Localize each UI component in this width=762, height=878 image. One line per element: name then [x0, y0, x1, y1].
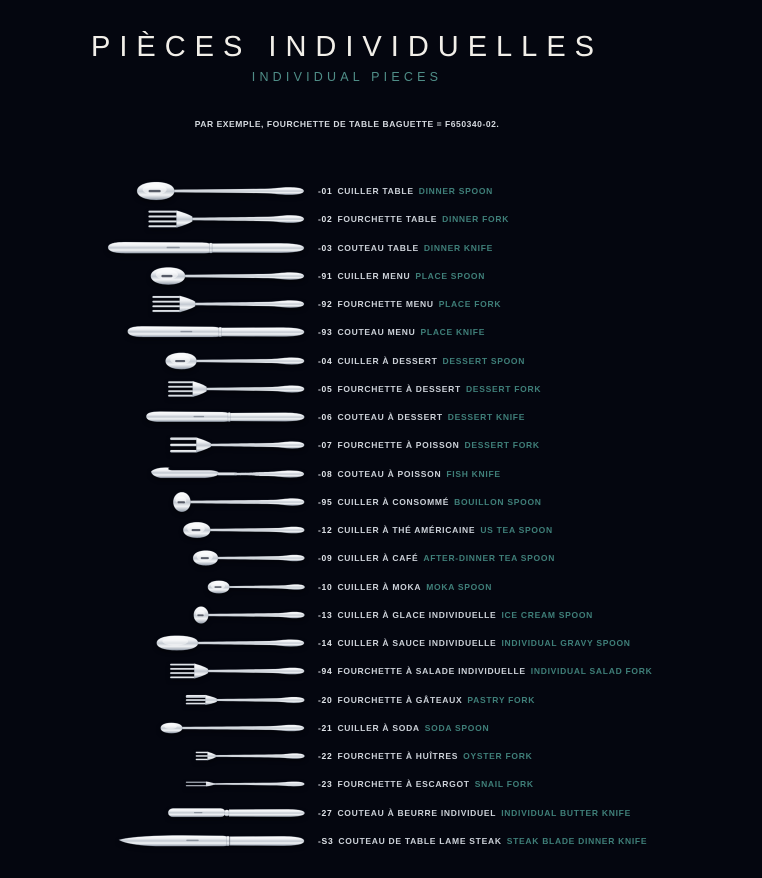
item-name-fr: CUILLER À CAFÉ [337, 553, 419, 564]
item-name-en: SNAIL FORK [474, 779, 534, 790]
dessert-spoon-icon [0, 347, 306, 375]
item-name-en: ICE CREAM SPOON [501, 609, 594, 620]
item-name-fr: CUILLER À SAUCE INDIVIDUELLE [337, 638, 497, 649]
item-name-fr: CUILLER MENU [337, 270, 411, 281]
list-item [0, 799, 762, 827]
item-code: -08 [318, 468, 333, 479]
tea-spoon-icon [0, 516, 306, 544]
item-code: -22 [318, 751, 333, 762]
steak-knife-icon [0, 827, 306, 855]
gravy-spoon-icon [0, 629, 306, 657]
item-name-fr: FOURCHETTE MENU [337, 299, 434, 310]
item-name-fr: FOURCHETTE À HUÎTRES [337, 751, 459, 762]
item-name-en: DESSERT SPOON [442, 355, 526, 366]
item-name-fr: FOURCHETTE À ESCARGOT [337, 779, 470, 790]
item-name-fr: COUTEAU À BEURRE INDIVIDUEL [337, 807, 497, 818]
item-name-fr: COUTEAU À DESSERT [337, 412, 443, 423]
list-item [0, 177, 762, 205]
item-name-fr: FOURCHETTE À GÂTEAUX [337, 694, 463, 705]
pastry-fork-icon [0, 686, 306, 714]
coffee-spoon-icon [0, 544, 306, 572]
oyster-fork-icon [0, 742, 306, 770]
item-name-en: DINNER KNIFE [423, 242, 493, 253]
salad-fork-icon [0, 657, 306, 685]
fish-fork-icon [0, 431, 306, 459]
item-name-fr: COUTEAU À POISSON [337, 468, 442, 479]
item-name-fr: CUILLER À GLACE INDIVIDUELLE [337, 609, 497, 620]
item-code: -12 [318, 525, 333, 536]
item-code: -05 [318, 383, 333, 394]
item-name-en: MOKA SPOON [426, 581, 493, 592]
dessert-knife-icon [0, 403, 306, 431]
item-name-en: FISH KNIFE [446, 468, 501, 479]
item-name-en: AFTER-DINNER TEA SPOON [423, 553, 556, 564]
item-code: -20 [318, 694, 333, 705]
list-item [0, 234, 762, 262]
item-name-en: DINNER SPOON [418, 186, 494, 197]
dinner-knife-icon [0, 234, 306, 262]
item-name-en: US TEA SPOON [480, 525, 553, 536]
place-spoon-icon [0, 262, 306, 290]
item-name-en: PASTRY FORK [467, 694, 536, 705]
item-name-en: PLACE KNIFE [420, 327, 486, 338]
list-item [0, 516, 762, 544]
dessert-fork-icon [0, 375, 306, 403]
item-name-en: SODA SPOON [424, 722, 490, 733]
item-name-en: PLACE SPOON [415, 270, 486, 281]
list-item [0, 827, 762, 855]
item-name-fr: CUILLER À DESSERT [337, 355, 438, 366]
item-name-fr: FOURCHETTE À SALADE INDIVIDUELLE [337, 666, 526, 677]
item-name-fr: COUTEAU TABLE [337, 242, 419, 253]
item-code: -14 [318, 638, 333, 649]
item-code: -21 [318, 722, 333, 733]
ice-cream-spoon-icon [0, 601, 306, 629]
item-name-fr: COUTEAU MENU [337, 327, 416, 338]
item-code: -93 [318, 327, 333, 338]
item-name-fr: FOURCHETTE À POISSON [337, 440, 460, 451]
page-title: PIÈCES INDIVIDUELLES [91, 31, 603, 63]
item-name-en: INDIVIDUAL GRAVY SPOON [501, 638, 631, 649]
item-code: -S3 [318, 835, 334, 846]
dinner-fork-icon [0, 205, 306, 233]
item-code: -03 [318, 242, 333, 253]
item-code: -94 [318, 666, 333, 677]
item-name-en: INDIVIDUAL BUTTER KNIFE [501, 807, 631, 818]
item-code: -92 [318, 299, 333, 310]
item-name-en: OYSTER FORK [463, 751, 533, 762]
list-item [0, 347, 762, 375]
item-code: -10 [318, 581, 333, 592]
item-name-en: DESSERT FORK [465, 383, 542, 394]
moka-spoon-icon [0, 573, 306, 601]
butter-knife-icon [0, 799, 306, 827]
list-item [0, 431, 762, 459]
list-item [0, 686, 762, 714]
list-item [0, 657, 762, 685]
item-name-fr: CUILLER À THÉ AMÉRICAINE [337, 525, 476, 536]
snail-fork-icon [0, 770, 306, 798]
fish-knife-icon [0, 460, 306, 488]
list-item [0, 573, 762, 601]
item-name-en: STEAK BLADE DINNER KNIFE [506, 835, 648, 846]
list-item [0, 375, 762, 403]
item-code: -04 [318, 355, 333, 366]
list-item [0, 262, 762, 290]
item-code: -09 [318, 553, 333, 564]
item-name-fr: FOURCHETTE TABLE [337, 214, 438, 225]
item-name-en: DESSERT FORK [464, 440, 540, 451]
list-item [0, 544, 762, 572]
item-name-en: BOUILLON SPOON [454, 496, 542, 507]
list-item [0, 403, 762, 431]
item-name-fr: COUTEAU DE TABLE LAME STEAK [338, 835, 502, 846]
item-code: -95 [318, 496, 333, 507]
list-item [0, 714, 762, 742]
item-code: -06 [318, 412, 333, 423]
soda-spoon-icon [0, 714, 306, 742]
list-item [0, 742, 762, 770]
item-name-fr: CUILLER À CONSOMMÉ [337, 496, 450, 507]
item-name-en: PLACE FORK [438, 299, 502, 310]
item-name-en: DINNER FORK [442, 214, 510, 225]
page-header [0, 0, 694, 84]
list-item [0, 488, 762, 516]
item-name-fr: CUILLER À MOKA [337, 581, 422, 592]
pieces-list [0, 177, 762, 855]
list-item [0, 770, 762, 798]
item-name-fr: FOURCHETTE À DESSERT [337, 383, 461, 394]
item-code: -27 [318, 807, 333, 818]
list-item [0, 290, 762, 318]
page-subtitle: INDIVIDUAL PIECES [251, 70, 443, 84]
item-code: -91 [318, 270, 333, 281]
item-name-en: INDIVIDUAL SALAD FORK [530, 666, 653, 677]
item-code: -02 [318, 214, 333, 225]
list-item [0, 601, 762, 629]
bouillon-spoon-icon [0, 488, 306, 516]
list-item [0, 205, 762, 233]
item-code: -13 [318, 609, 333, 620]
list-item [0, 629, 762, 657]
dinner-spoon-icon [0, 177, 306, 205]
place-fork-icon [0, 290, 306, 318]
place-knife-icon [0, 318, 306, 346]
item-code: -07 [318, 440, 333, 451]
item-code: -23 [318, 779, 333, 790]
example-note: PAR EXEMPLE, FOURCHETTE DE TABLE BAGUETTE = F650340-02. [194, 119, 500, 129]
list-item [0, 460, 762, 488]
item-name-fr: CUILLER TABLE [337, 186, 414, 197]
list-item [0, 318, 762, 346]
item-name-en: DESSERT KNIFE [447, 412, 526, 423]
item-name-fr: CUILLER À SODA [337, 722, 420, 733]
item-code: -01 [318, 186, 333, 197]
